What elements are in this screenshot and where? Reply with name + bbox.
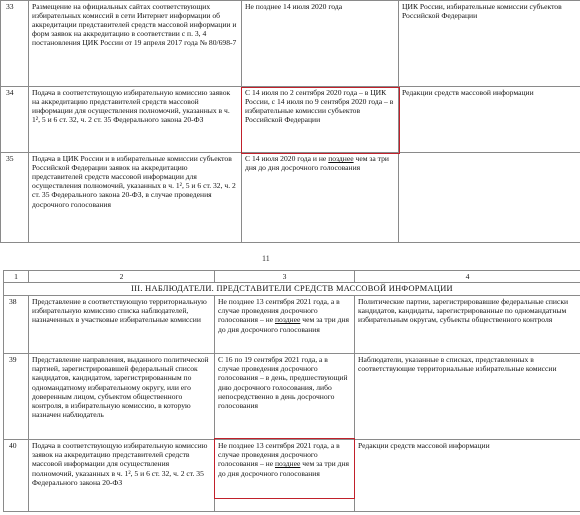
table-row <box>1 153 580 243</box>
deadline-cell: С 16 по 19 сентября 2021 года, а в случае проведения досрочного голосования – в день, предшествующий дню досрочного голосования, либо непосредственно в день досрочного голосования <box>215 354 355 440</box>
table-row <box>1 1 580 87</box>
column-number: 3 <box>215 271 355 283</box>
row-number: 39 <box>4 354 29 440</box>
action-cell: Подача в соответствующую избирательную комиссию заявок на аккредитацию представителей средств массовой информации для осуществления полномочий, указанных в ч. 1², 5 и 6 ст. 32, ч. 2 ст. 35 Федерального закона 20-ФЗ <box>29 440 215 512</box>
row-number: 33 <box>1 1 29 87</box>
table-row <box>4 296 580 354</box>
deadline-text: Не позднее 13 сентября 2021 года, а в случае проведения досрочного голосования – не <box>218 297 340 325</box>
table-row <box>1 87 580 153</box>
column-number: 1 <box>4 271 29 283</box>
action-cell: Представление направления, выданного политической партией, зарегистрировавшей федеральный список кандидатов, кандидатом, зарегистрированным по одномандатному избирательному округу, или его доверенным лицом, субъектом общественного контроля, в избирательную комиссию, в которую назначен наблюдатель <box>29 354 215 440</box>
section-title-row <box>4 283 580 296</box>
responsible-cell <box>399 153 580 243</box>
responsible-cell: ЦИК России, избирательные комиссии субъектов Российской Федерации <box>399 1 580 87</box>
table-row <box>4 354 580 440</box>
responsible-cell: Политические партии, зарегистрировавшие федеральные списки кандидатов, кандидаты, зарегистрированные по одномандатным избирательным округам, субъекты общественного контроля <box>355 296 580 354</box>
deadline-text: чем за три дня до дня досрочного голосования <box>245 154 389 173</box>
column-number-row <box>4 271 580 283</box>
column-number: 2 <box>29 271 215 283</box>
deadline-cell <box>242 153 399 243</box>
responsible-cell: Наблюдатели, указанные в списках, представленных в соответствующие территориальные избирательные комиссии <box>355 354 580 440</box>
deadline-cell: Не позднее 14 июля 2020 года <box>242 1 399 87</box>
table-row <box>4 440 580 512</box>
deadline-underlined: позднее <box>274 459 301 469</box>
deadline-text: Не позднее 13 сентября 2021 года, а в случае проведения досрочного голосования – не <box>218 441 340 469</box>
section-title: III. НАБЛЮДАТЕЛИ. ПРЕДСТАВИТЕЛИ СРЕДСТВ МАССОВОЙ ИНФОРМАЦИИ <box>4 283 580 296</box>
row-number: 40 <box>4 440 29 512</box>
action-cell: Подача в соответствующую избирательную комиссию заявок на аккредитацию представителей средств массовой информации для осуществления полномочий, указанных в ч. 1², 5 и 6 ст. 32, ч. 2 ст. 35 Федерального закона 20-ФЗ <box>29 87 242 153</box>
deadline-cell <box>215 440 355 512</box>
deadline-cell: С 14 июля по 2 сентября 2020 года – в ЦИК России, с 14 июля по 9 сентября 2020 года – в избирательные комиссии субъектов Российской Федерации <box>242 87 399 153</box>
deadline-text: чем за три дня до дня досрочного голосования <box>218 459 350 478</box>
deadline-cell <box>215 296 355 354</box>
action-cell: Подача в ЦИК России и в избирательные комиссии субъектов Российской Федерации заявок на аккредитацию представителей средств массовой информации для осуществления полномочий, указанных в ч. 1², 5 и 6 ст. 32, ч. 2 ст. 35 Федерального закона 20-ФЗ, в случае проведения досрочного голосования <box>29 153 242 243</box>
row-number: 34 <box>1 87 29 153</box>
action-cell: Представление в соответствующую территориальную избирательную комиссию списка наблюдателей, назначенных в участковые избирательные комиссии <box>29 296 215 354</box>
deadline-text: С 14 июля 2020 года и не <box>245 154 329 163</box>
deadline-underlined: позднее <box>328 154 354 163</box>
action-cell: Размещение на официальных сайтах соответствующих избирательных комиссий в сети Интернет информации об аккредитации представителей средств массовой информации и форм заявок на аккредитацию в соответствии с п. 3, 4 постановления ЦИК России от 19 апреля 2017 года № 80/698-7 <box>29 1 242 87</box>
column-number: 4 <box>355 271 580 283</box>
schedule-table-top <box>0 0 580 243</box>
row-number: 38 <box>4 296 29 354</box>
deadline-underlined: позднее <box>274 315 301 325</box>
row-number: 35 <box>1 153 29 243</box>
deadline-text: чем за три дня до дня досрочного голосования <box>218 315 350 334</box>
responsible-cell: Редакции средств массовой информации <box>399 87 580 153</box>
page-number: 11 <box>262 254 270 263</box>
responsible-cell: Редакции средств массовой информации <box>355 440 580 512</box>
schedule-table-bottom <box>3 270 580 512</box>
